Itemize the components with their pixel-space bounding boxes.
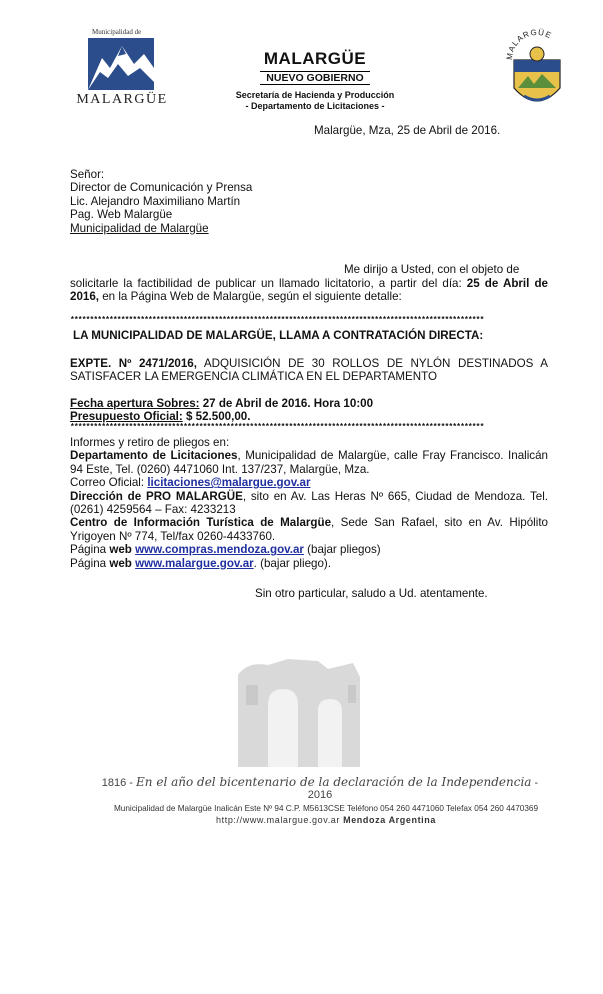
info-dep-label: Departamento de Licitaciones: [70, 449, 238, 463]
info-cit: [70, 516, 548, 543]
web2-bold: web: [109, 556, 132, 570]
email-link[interactable]: licitaciones@malargue.gov.ar: [147, 476, 311, 490]
presupuesto-value: $ 52.500,00.: [182, 410, 251, 423]
logo-left-big-text: MALARGÜE: [76, 92, 168, 107]
info-cit-label: Centro de Información Turística de Malargüe: [70, 516, 332, 530]
bicentenary-line: [100, 775, 540, 801]
web1-bold: web: [109, 543, 132, 557]
intro-paragraph: [70, 277, 548, 304]
info-dep-text: , Municipalidad de Malargüe, calle Fray Francisco. Inalicán 94 Este, Tel. (0260) 4471060 Int. 137/237, Malargüe, Mza.: [70, 449, 548, 476]
shield-icon: [504, 26, 570, 116]
presupuesto-label: Presupuesto Oficial:: [70, 410, 183, 423]
recipient-greeting: Señor:: [70, 168, 105, 181]
info-pro: [70, 490, 548, 517]
info-pro-label: Dirección de PRO MALARGÜE: [70, 489, 243, 503]
call-title: LA MUNICIPALIDAD DE MALARGÜE, LLAMA A CONTRATACIÓN DIRECTA:: [73, 329, 484, 342]
info-web-2: [70, 557, 548, 570]
expte-paragraph: [70, 357, 548, 384]
compras-link[interactable]: www.compras.mendoza.gov.ar: [135, 543, 304, 557]
info-departamento: [70, 449, 548, 476]
presupuesto-line: [70, 410, 250, 423]
intro-text-2: en la Página Web de Malargüe, según el siguiente detalle:: [99, 290, 402, 304]
web1-post: (bajar pliegos): [303, 543, 381, 557]
info-pro-text: , sito en Av. Las Heras Nº 665, Ciudad de Mendoza. Tel. (0261) 4259564 – Fax: 4233213: [70, 489, 548, 517]
logo-left-small-text: Municipalidad de: [92, 28, 142, 36]
info-cit-text: , Sede San Rafael, sito en Av. Hipólito Yrigoyen Nº 774, Tel/fax 0260-4433760.: [70, 516, 548, 543]
info-block: [70, 436, 548, 570]
apertura-label: Fecha apertura Sobres:: [70, 397, 200, 410]
municipality-logo-left: [66, 28, 178, 108]
malargue-link[interactable]: www.malargue.gov.ar: [135, 556, 254, 570]
bicent-end: - 2016: [307, 777, 539, 801]
recipient-dept: Pag. Web Malargüe: [70, 208, 173, 222]
intro-text-1: solicitarle la factibilidad de publicar un llamado licitatorio, a partir del día:: [70, 277, 467, 290]
footer-city: Mendoza Argentina: [343, 815, 436, 825]
closing-line: Sin otro particular, saludo a Ud. atentamente.: [255, 587, 488, 600]
brand-subtitle: NUEVO GOBIERNO: [260, 71, 369, 85]
mountain-icon: [88, 38, 154, 90]
building-watermark-icon: [228, 655, 378, 770]
intro-date: 25 de Abril de 2016,: [70, 277, 548, 304]
municipal-shield-logo: [504, 26, 570, 116]
dept-line-1: Secretaría de Hacienda y Producción: [235, 90, 395, 100]
intro-line-1: Me dirijo a Usted, con el objeto de: [344, 263, 520, 276]
recipient-name: Lic. Alejandro Maximiliano Martín: [70, 194, 241, 208]
footer-address: Municipalidad de Malargüe Inalicán Este Nº 94 C.P. M5613CSE Teléfono 054 260 4471060 Telefax 054 260 4470369: [113, 804, 539, 813]
bicent-script: En el año del bicentenario de la declaración de la Independencia: [136, 775, 532, 789]
header-brand-block: [210, 50, 420, 112]
dept-line-2: - Departamento de Licitaciones -: [245, 101, 385, 111]
svg-text:MALARGÜE: MALARGÜE: [504, 27, 554, 61]
apertura-value: 27 de Abril de 2016. Hora 10:00: [199, 397, 374, 410]
recipient-title: Director de Comunicación y Prensa: [70, 181, 253, 195]
info-correo: [70, 476, 548, 489]
info-web-1: [70, 543, 548, 556]
brand-title: MALARGÜE: [263, 49, 367, 68]
bicent-start: 1816 -: [101, 777, 133, 789]
separator-stars-2: **********************************************************************************************************: [70, 423, 484, 432]
info-heading: Informes y retiro de pliegos en:: [70, 436, 230, 449]
footer-web-line: [100, 815, 552, 825]
web2-pre: Página: [70, 556, 110, 570]
recipient-block: [70, 168, 370, 235]
web2-post: . (bajar pliego).: [253, 556, 332, 570]
separator-stars-1: **********************************************************************************************************: [70, 316, 484, 325]
info-correo-label: Correo Oficial:: [70, 476, 148, 490]
footer-web: http://www.malargue.gov.ar: [216, 815, 340, 825]
date-line: Malargüe, Mza, 25 de Abril de 2016.: [314, 124, 501, 137]
expte-label: EXPTE. Nº 2471/2016,: [70, 357, 197, 370]
expte-text: ADQUISICIÓN DE 30 ROLLOS DE NYLÓN DESTINADOS A SATISFACER LA EMERGENCIA CLIMÁTICA EN EL DEPARTAMENTO: [70, 357, 548, 384]
apertura-line: [70, 397, 373, 410]
recipient-organization: Municipalidad de Malargüe: [70, 221, 209, 235]
web1-pre: Página: [70, 543, 110, 557]
